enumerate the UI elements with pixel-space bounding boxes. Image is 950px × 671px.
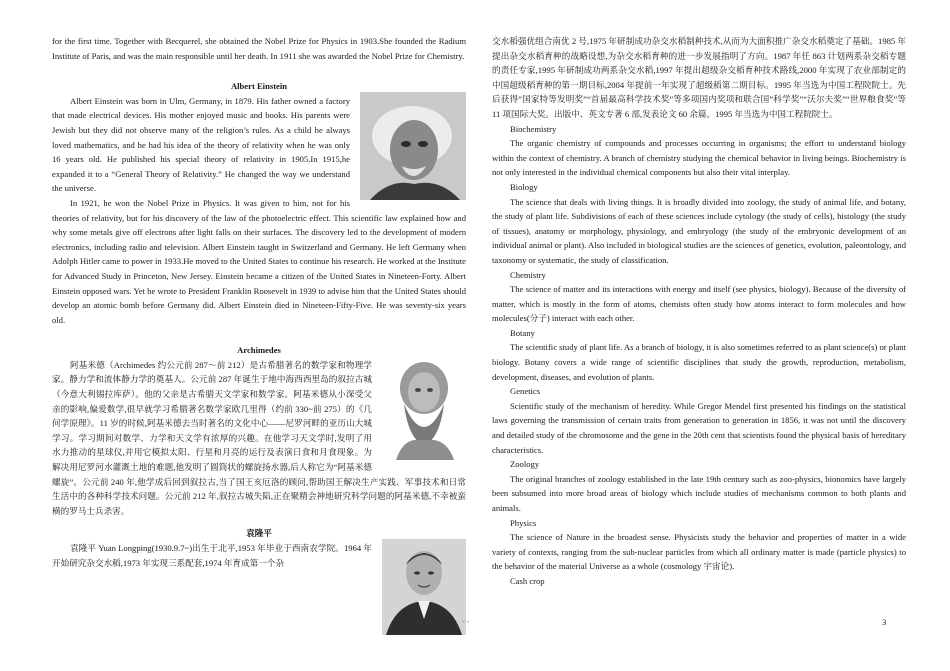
curie-paragraph: for the first time. Together with Becquerel, she obtained the Nobel Prize for Physics in 1903.She founded the Radium Institute of Paris, and was the main responsible until her death. In 1911 she was awarded the Nobel Prize for Chemistry. <box>52 36 466 61</box>
yuan-longping-photo <box>382 539 466 635</box>
section-text-physics: The science of Nature in the broadest sense. Physicists study the behavior and properties of matter in a wide variety of contexts, ranging from the sub-nuclear particles from which all ordinary matter is made (particle physics) to the behavior of the material Universe as a whole (cosmology 宇宙论). <box>492 532 906 572</box>
section-title-genetics: Genetics <box>510 386 541 397</box>
einstein-paragraph-2: In 1921, he won the Nobel Prize in Physics. It was given to him, not for his theories of relativity, but for his discovery of the law of the photoelectric effect. This scientific law explained how and why some metals give off electrons after light falls on their surfaces. The discovery led to the development of modern electronics, including radio and television. Albert Einstein taught in Switzerland and Germany. He left Germany when Adolph Hitler came to power in 1933.He moved to the United States to continue his research. He worked at the Institute for Advanced Study in Princeton, New Jersey. Einstein became a citizen of the United States in Nineteen-Forty. Albert Einstein opposed wars. Yet he wrote to President Franklin Roosevelt in 1939 to advise him that the United States should develop an atomic bomb before Germany did. Albert Einstein died in Nineteen-Fifty-Five. He was seventy-six years old. <box>52 197 466 325</box>
einstein-photo <box>360 92 466 200</box>
section-title-physics: Physics <box>510 517 537 528</box>
section-title-biochemistry: Biochemistry <box>510 123 557 134</box>
archimedes-paragraph: 阿基米德（Archimedes 约公元前 287～前 212）是古希腊著名的数学家和物理学家。静力学和流体静力学的奠基人。公元前 287 年诞生于地中海西西里岛的叙拉古城（今意大利锡拉库萨）。他的父亲是古希腊天文学家和数学家。阿基米德从小深受父亲的影响,偏爱数学,很早就学习希腊著名数学家欧几里得（约前 330~前 275）的《几何学原理》。11 岁的时候,阿基米德去当时著名的文化中心——尼罗河畔的亚历山大城学习。学习期间对数学、力学和天文学有浓厚的兴趣。在他学习天文学时,发明了用水力推动的星球仪,并用它模拟太阳、行星和月亮的运行及表演日食和月食现象。为解决用尼罗河水灌溉土地的难题,他发明了圆筒状的螺旋扬水器,后人称它为“阿基米德螺旋”。公元前 240 年,他学成后回到叙拉古,当了国王亥厄洛的顾问,帮助国王解决生产实践、军事技术和日常生活中的各种科学技术问题。公元前 212 年,叙拉古城失陷,正在聚精会神地研究科学问题的阿基米德,不幸被蛮横的罗马士兵杀害。 <box>52 359 466 516</box>
yuan-continued-paragraph: 交水稻强优组合南优 2 号,1975 年研制成功杂交水稻制种技术,从而为大面积推广杂交水稻奠定了基础。1985 年提出杂交水稻育种的战略设想,为杂交水稻育种的进一步发展指明了方向。1987 年任 863 计划两系杂交稻专题的责任专家,1995 年研制成功两系杂交水稻,1997 年提出超级杂交稻育种技术路线,2000 年实现了农业部制定的中国超级稻育种的第一期目标,2004 年提前一年实现了超级稻第二期目标。1995 年当选为中国工程院院士。先后获得”国家特等发明奖”“首届最高科学技术奖”等多项国内奖项和联合国”科学奖”“沃尔夫奖”“世界粮食奖”等 11 项国际大奖。出版中、英文专著 6 部,发表论文 60 余篇。1995 年当选为中国工程院院士。 <box>492 36 906 119</box>
section-title-zoology: Zoology <box>510 459 540 470</box>
page-number: 3 <box>882 617 887 627</box>
section-title-chemistry: Chemistry <box>510 269 546 280</box>
section-text-zoology: The original branches of zoology established in the late 19th century such as zoo-physics, bionomics have largely been subsumed into more broad areas of biology which include studies of mechanisms common to both plants and animals. <box>492 473 906 513</box>
section-title-botany: Botany <box>510 327 535 338</box>
right-column <box>492 34 906 589</box>
section-text-botany: The scientific study of plant life. As a branch of biology, it is also sometimes referred to as plant science(s) or plant biology. Botany covers a wide range of scientific disciplines that study the growth, reproduction, metabolism, development, diseases, and evolution of plants. <box>492 342 906 382</box>
left-column <box>52 34 466 637</box>
section-text-genetics: Scientific study of the mechanism of heredity. While Gregor Mendel first presented his findings on the statistical laws governing the transmission of certain traits from generation to generation in 1856, it was not until the discovery and detailed study of the chromosome and the gene in the 20th cent that scientists found the physical basis of hereditary characteristics. <box>492 400 906 455</box>
yuan-paragraph: 袁隆平 Yuan Longping(1930.9.7~)出生于北平,1953 年毕业于西南农学院。1964 年开始研究杂交水稻,1973 年实现三系配套,1974 年育成第一个杂 <box>52 543 372 568</box>
einstein-paragraph-1: Albert Einstein was born in Ulm, Germany, in 1879. His father owned a factory that made electrical devices. His mother enjoyed music and books. His parents were Jewish but they did not observe many of the religion’s rules. As a child he always loved mathematics, and he had his idea of the theory of relativity when he was only 16 years old. He published his special theory of relativity in 1905.In 1915,he expanded it to a “General Theory of Relativity.” He changed the way we understand the universe. <box>52 95 350 194</box>
section-text-chemistry: The science of matter and its interactions with energy and itself (see physics, biology). Because of the diversity of matter, which is mostly in the form of atoms, chemists often study how atoms interact to form molecules and how molecules(分子) interact with each other. <box>492 284 906 324</box>
einstein-heading: Albert Einstein <box>230 81 288 92</box>
section-title-cash-crop: Cash crop <box>510 575 545 586</box>
yuan-heading: 袁隆平 <box>246 528 272 539</box>
archimedes-heading: Archimedes <box>237 345 281 356</box>
section-title-biology: Biology <box>510 181 538 192</box>
section-text-biology: The science that deals with living things. It is broadly divided into zoology, the study of animal life, and botany, the study of plant life. Subdivisions of each of these sciences include cytology (the study of cells), histology (the study of tissues), anatomy or morphology, physiology, and embryology (the study of the embryonic development of an individual animal or plant). Also included in biological studies are the sciences of genetics, evolution, paleontology, and taxonomy or systematic, the study of classification. <box>492 196 906 265</box>
footer-mark: - - <box>462 617 470 626</box>
section-text-biochemistry: The organic chemistry of compounds and processes occurring in organisms; the effort to understand biology within the context of chemistry. A branch of chemistry studying the chemical behavior in living beings. Biochemistry is not only interested in the individual chemical components but also their vital interplay. <box>492 138 906 178</box>
archimedes-statue-photo <box>382 354 466 460</box>
